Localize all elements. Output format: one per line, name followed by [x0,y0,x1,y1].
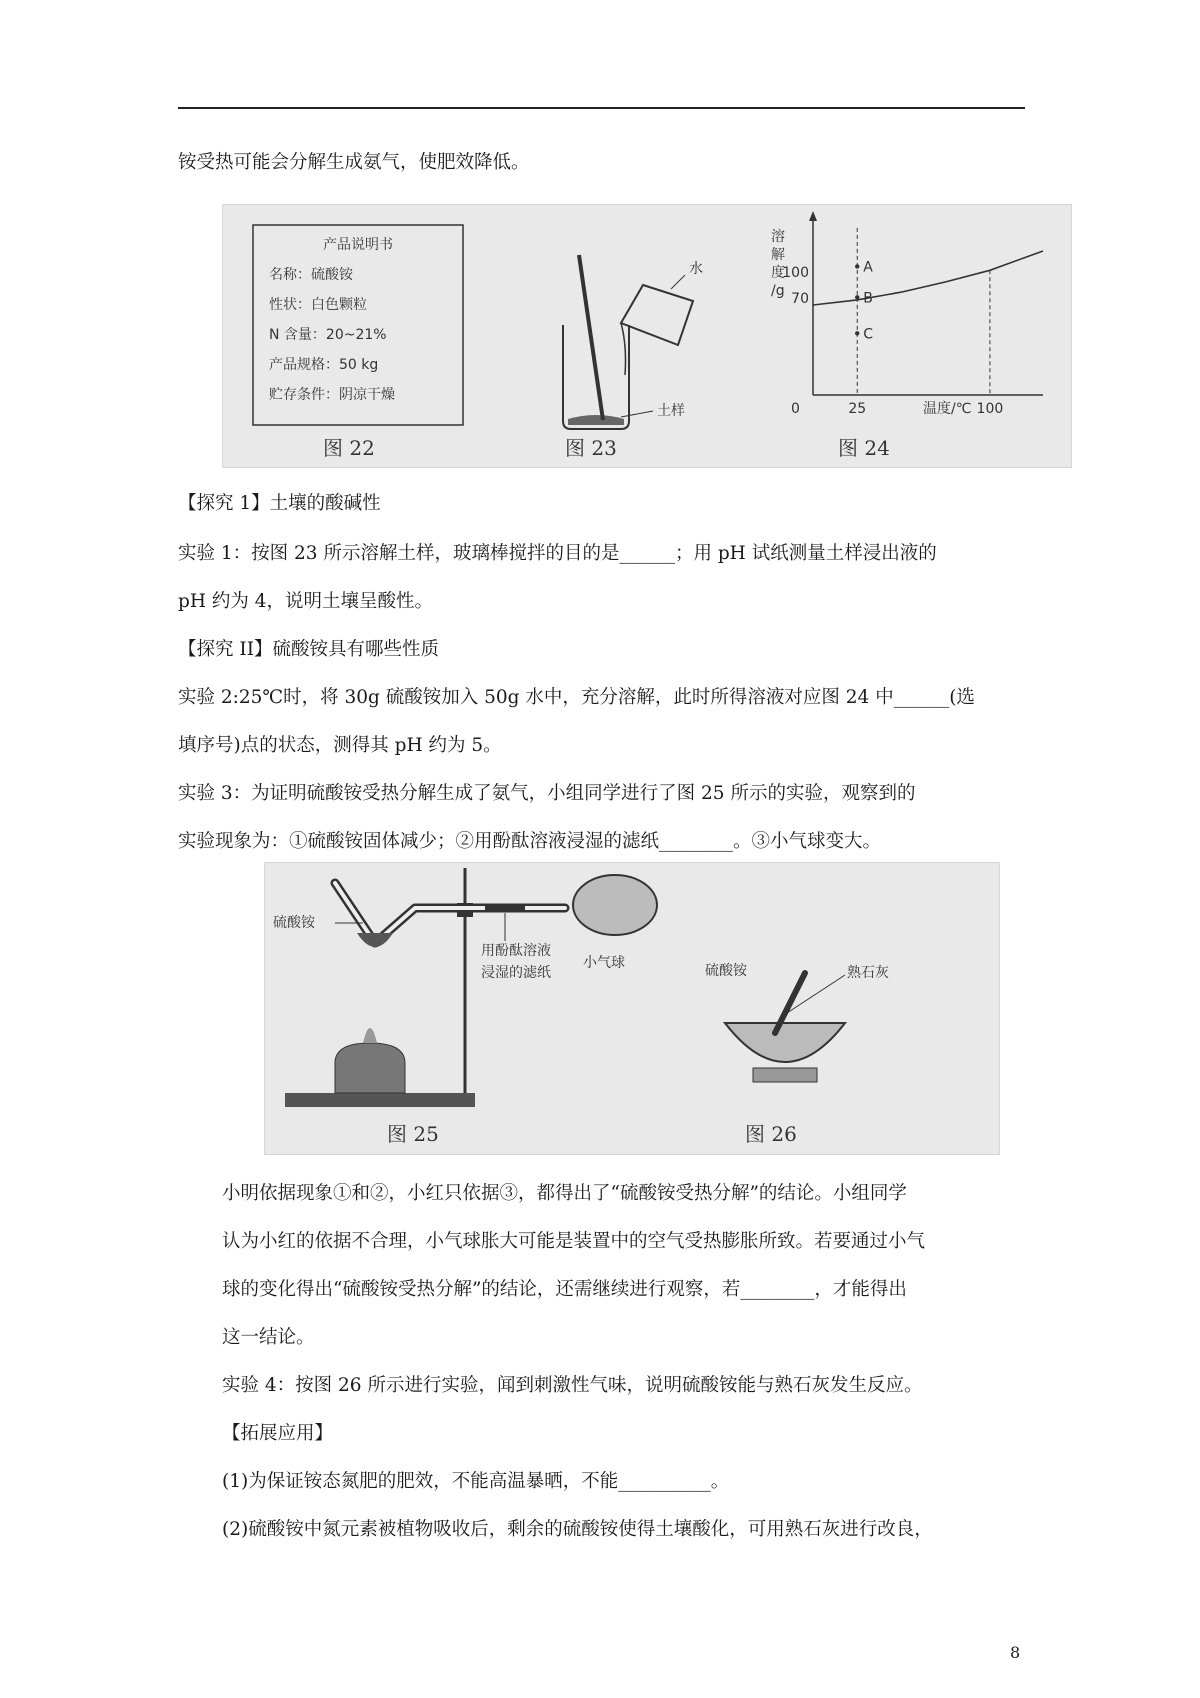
alcohol-lamp [335,1043,405,1093]
glass-rod [579,255,603,420]
x-tick-0: 0 [791,401,800,417]
figure-22-24-panel [222,204,1072,468]
y-tick-70: 70 [791,291,809,307]
figure-22-24-svg [223,205,1071,467]
product-label-row: N 含量：20~21% [269,327,387,343]
point-c-label: C [863,326,874,343]
fig25-paper-label-1: 用酚酞溶液 [481,943,551,959]
solubility-curve [813,251,1043,305]
text-line-2: 【探究 1】土壤的酸碱性 [178,493,381,514]
product-label-row: 性状：白色颗粒 [269,297,367,313]
text-line-7: 填序号)点的状态，测得其 pH 约为 5。 [178,735,502,756]
point-b [855,295,859,299]
figure-25-caption: 图 25 [387,1122,439,1146]
y-tick-100: 100 [782,265,809,281]
text-line-3: 实验 1：按图 23 所示溶解土样，玻璃棒搅拌的目的是______；用 pH 试纸测量土样浸出液的 [178,543,937,564]
y-axis-label: 解 [771,247,785,263]
x-axis-label: 温度/℃ [923,401,972,417]
fig25-paper-label-2: 浸湿的滤纸 [481,965,551,981]
text-line-12: 球的变化得出“硫酸铵受热分解”的结论，还需继续进行观察，若________，才能得出 [222,1279,907,1300]
product-label-row: 名称：硫酸铵 [269,267,353,283]
pouring-beaker [621,285,693,345]
point-b-label: B [863,290,873,307]
flame [363,1028,377,1043]
header-rule [178,107,1025,109]
y-axis-arrow [809,211,817,221]
product-label-title: 产品说明书 [323,237,393,253]
text-line-14: 实验 4：按图 26 所示进行实验，闻到刺激性气味，说明硫酸铵能与熟石灰发生反应。 [222,1375,923,1396]
text-line-9: 实验现象为：①硫酸铵固体减少；②用酚酞溶液浸湿的滤纸________。③小气球变大。 [178,831,882,852]
fig26-ammonium-label: 硫酸铵 [705,963,747,979]
x-tick-25: 25 [848,401,867,417]
product-label-row: 贮存条件：阴凉干燥 [269,387,395,403]
y-axis-label: 度 [771,265,785,281]
text-line-11: 认为小红的依据不合理，小气球胀大可能是装置中的空气受热膨胀所致。若要通过小气 [222,1231,926,1252]
ammonium-sulfate-solid [357,933,393,947]
point-c [855,331,859,335]
text-line-1: 铵受热可能会分解生成氨气，使肥效降低。 [178,152,530,173]
point-a-label: A [863,259,873,276]
fig25-ammonium-label: 硫酸铵 [273,915,315,931]
water-label: 水 [689,261,703,277]
text-line-8: 实验 3：为证明硫酸铵受热分解生成了氨气，小组同学进行了图 25 所示的实验，观察到的 [178,783,916,804]
figure-25-26-svg [265,863,999,1154]
y-axis-label: /g [771,283,785,299]
text-line-15: 【拓展应用】 [222,1423,334,1444]
text-line-17: (2)硫酸铵中氮元素被植物吸收后，剩余的硫酸铵使得土壤酸化，可用熟石灰进行改良， [222,1519,933,1540]
text-line-5: 【探究 II】硫酸铵具有哪些性质 [178,639,439,660]
x-tick-100: 100 [976,401,1004,417]
y-axis-label: 溶 [771,229,785,245]
text-line-10: 小明依据现象①和②，小红只依据③，都得出了“硫酸铵受热分解”的结论。小组同学 [222,1183,907,1204]
soil-pointer [621,411,653,417]
point-a [855,264,859,268]
balloon [573,875,657,935]
filter-paper [485,905,525,911]
text-line-13: 这一结论。 [222,1327,315,1348]
figure-24-caption: 图 24 [838,436,890,460]
fig25-balloon-label: 小气球 [583,955,625,971]
stand-base [285,1093,475,1107]
fig26-lime-label: 熟石灰 [847,965,889,981]
figure-26-caption: 图 26 [745,1122,797,1146]
mortar [725,1023,845,1062]
text-line-16: (1)为保证铵态氮肥的肥效，不能高温暴晒，不能__________。 [222,1471,730,1492]
page-number: 8 [1010,1643,1021,1662]
figure-22-caption: 图 22 [323,436,375,460]
text-line-6: 实验 2:25℃时，将 30g 硫酸铵加入 50g 水中，充分溶解，此时所得溶液对应图 24 中______(选 [178,687,975,708]
water-stream [621,323,626,375]
figure-23-caption: 图 23 [565,436,617,460]
text-line-4: pH 约为 4，说明土壤呈酸性。 [178,591,434,612]
water-pointer [671,275,685,289]
soil-sample [568,415,624,425]
figure-25-26-panel [264,862,1000,1155]
product-label-row: 产品规格：50 kg [269,357,379,373]
soil-label: 土样 [657,403,685,419]
mortar-base [753,1068,817,1082]
